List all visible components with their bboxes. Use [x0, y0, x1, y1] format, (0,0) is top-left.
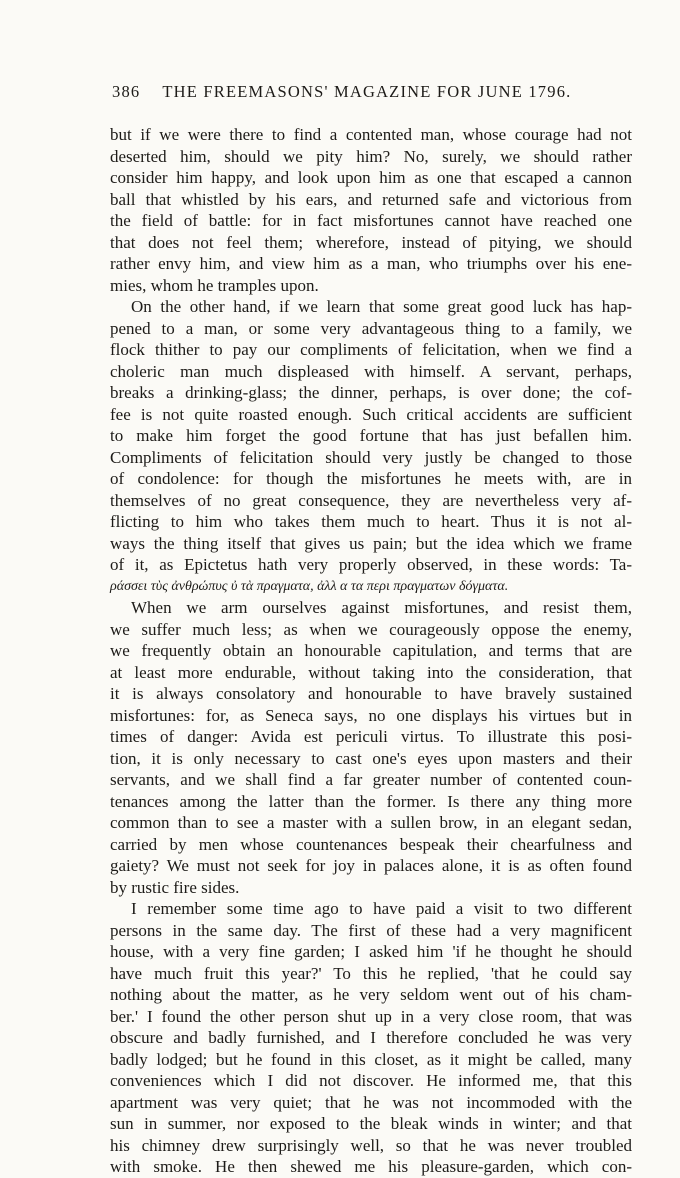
text-line: that does not feel them; wherefore, instead of pitying, we should	[110, 232, 632, 252]
text-line: it is always consolatory and honourable to have bravely sustained	[110, 684, 632, 703]
text-line: flicting to him who takes them much to heart. Thus it is not al-	[110, 512, 632, 531]
text-line: When we arm ourselves against misfortunes, and resist them,	[131, 598, 632, 617]
text-line: with smoke. He then shewed me his pleasure-garden, which con-	[110, 1157, 632, 1176]
running-header	[112, 82, 632, 102]
text-line: at least more endurable, without taking into the consideration, that	[110, 662, 632, 682]
text-line: of condolence: for though the misfortunes he meets with, are in	[110, 469, 632, 488]
text-line: apartment was very quiet; that he was not incommoded with the	[110, 1092, 632, 1112]
greek-quotation-line: ράσσει τὺς ἀνθρώπυς ὐ τὰ πραγματα, ἀλλ α τα περι πραγματων δόγματα.	[110, 578, 509, 594]
text-line: obscure and badly furnished, and I therefore concluded he was very	[110, 1028, 632, 1047]
text-line: ball that whistled by his ears, and returned safe and victorious from	[110, 189, 632, 209]
text-line: badly lodged; but he found in this closet, as it might be called, many	[110, 1049, 632, 1069]
text-line: to make him forget the good fortune that has just befallen him.	[110, 426, 632, 445]
text-line: Compliments of felicitation should very justly be changed to those	[110, 447, 632, 467]
running-title: THE FREEMASONS' MAGAZINE FOR JUNE 1796.	[162, 82, 572, 101]
text-line: On the other hand, if we learn that some great good luck has hap-	[131, 297, 632, 316]
text-line: ways the thing itself that gives us pain; but the idea which we frame	[110, 533, 632, 553]
text-line: ber.' I found the other person shut up in a very close room, that was	[110, 1006, 632, 1026]
text-line: choleric man much displeased with himself. A servant, perhaps,	[110, 361, 632, 381]
article-body	[110, 124, 632, 1178]
text-line: the field of battle: for in fact misfortunes cannot have reached one	[110, 211, 632, 230]
text-line: carried by men whose countenances bespeak their chearfulness and	[110, 834, 632, 854]
text-line: fee is not quite roasted enough. Such critical accidents are sufficient	[110, 404, 632, 424]
text-line: misfortunes: for, as Seneca says, no one displays his virtues but in	[110, 705, 632, 725]
text-line: rather envy him, and view him as a man, who triumphs over his ene-	[110, 254, 632, 273]
text-line: but if we were there to find a contented man, whose courage had not	[110, 125, 632, 144]
text-line: persons in the same day. The first of these had a very magnificent	[110, 920, 632, 940]
text-line: tenances among the latter than the former. Is there any thing more	[110, 791, 632, 811]
text-line: deserted him, should we pity him? No, surely, we should rather	[110, 146, 632, 166]
text-line: flock thither to pay our compliments of felicitation, when we find a	[110, 340, 632, 359]
text-line: we frequently obtain an honourable capitulation, and terms that are	[110, 641, 632, 660]
text-line: conveniences which I did not discover. He informed me, that this	[110, 1071, 632, 1090]
text-line: nothing about the matter, as he very seldom went out of his cham-	[110, 985, 632, 1004]
text-line: I remember some time ago to have paid a visit to two different	[131, 899, 632, 918]
text-line: servants, and we shall find a far greater number of contented coun-	[110, 770, 632, 789]
page-number: 386	[112, 82, 141, 101]
text-line: house, with a very fine garden; I asked him 'if he thought he should	[110, 942, 632, 961]
text-line: sun in summer, nor exposed to the bleak winds in winter; and that	[110, 1114, 632, 1133]
text-line: his chimney drew surprisingly well, so that he was never troubled	[110, 1135, 632, 1155]
text-line: by rustic fire sides.	[110, 877, 240, 897]
text-line: breaks a drinking-glass; the dinner, perhaps, is over done; the cof-	[110, 383, 632, 402]
text-line: tion, it is only necessary to cast one's eyes upon masters and their	[110, 748, 632, 768]
text-line: consider him happy, and look upon him as one that escaped a cannon	[110, 168, 632, 187]
text-line: themselves of no great consequence, they are nevertheless very af-	[110, 490, 632, 510]
text-line: times of danger: Avida est periculi virtus. To illustrate this posi-	[110, 727, 632, 746]
text-line: common than to see a master with a sullen brow, in an elegant sedan,	[110, 813, 632, 832]
text-line: of it, as Epictetus hath very properly observed, in these words: Ta-	[110, 555, 632, 574]
text-line: pened to a man, or some very advantageous thing to a family, we	[110, 318, 632, 338]
text-line: mies, whom he tramples upon.	[110, 275, 319, 295]
text-line: gaiety? We must not seek for joy in palaces alone, it is as often found	[110, 856, 632, 875]
text-line: have much fruit this year?' To this he replied, 'that he could say	[110, 963, 632, 983]
text-line: we suffer much less; as when we courageously oppose the enemy,	[110, 619, 632, 639]
